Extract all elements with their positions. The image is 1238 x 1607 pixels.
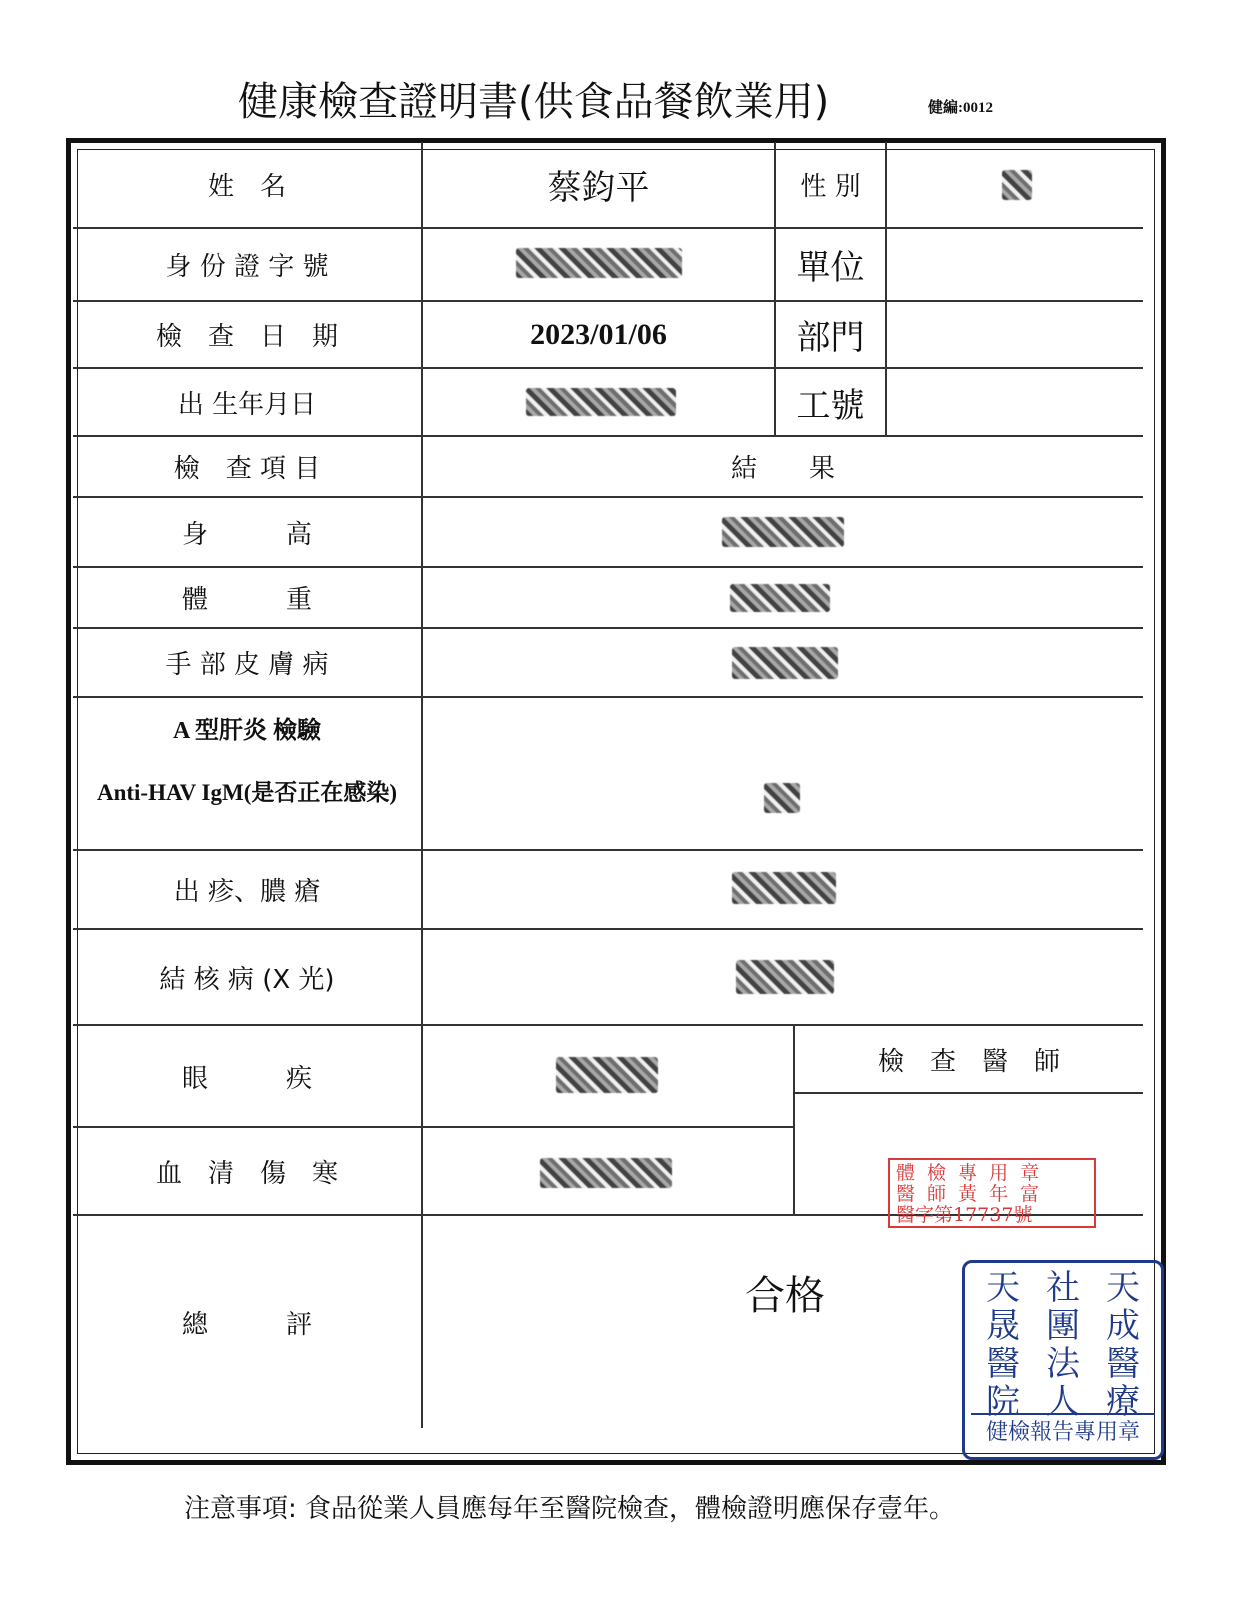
redacted-weight [730, 584, 830, 612]
redacted-height [722, 517, 844, 547]
redacted-gender [1002, 170, 1032, 200]
redacted-id-number [516, 248, 682, 278]
eye-disease-label: 眼 疾 [181, 1063, 312, 1094]
typhoid-label: 血 清 傷 寒 [155, 1158, 338, 1189]
redacted-birth-date [526, 388, 676, 416]
examining-doctor-label: 檢 查 醫 師 [877, 1046, 1060, 1077]
name-value: 蔡鈞平 [547, 168, 650, 208]
footer-note: 注意事項: 食品從業人員應每年至醫院檢查，體檢證明應保存壹年。 [184, 1494, 956, 1524]
hav-igm-label: Anti-HAV IgM(是否正在感染) [96, 779, 398, 805]
exam-date-value: 2023/01/06 [530, 317, 667, 351]
hospital-seal [962, 1260, 1164, 1460]
document-number: 健編:0012 [928, 100, 993, 116]
column-divider [885, 142, 887, 436]
overall-result: 合格 [745, 1272, 825, 1319]
redacted-rash-result [732, 872, 836, 904]
gender-label: 性 別 [800, 172, 861, 202]
row-divider [793, 1092, 1143, 1094]
tuberculosis-label: 結 核 病 (X 光) [159, 964, 335, 995]
seal-char: 院 [986, 1382, 1020, 1422]
weight-label: 體 重 [181, 585, 312, 615]
redacted-typhoid-result [540, 1158, 672, 1188]
seal-char: 法 [1046, 1344, 1080, 1384]
doctor-seal-line: 醫字第17737號 [896, 1204, 1033, 1226]
seal-char: 晟 [986, 1306, 1020, 1346]
doctor-seal-line: 醫 師 黃 年 富 [896, 1183, 1043, 1205]
seal-char: 天 [1106, 1268, 1140, 1308]
unit-label: 單位 [796, 248, 865, 288]
height-label: 身 高 [181, 519, 312, 550]
redacted-tb-result [736, 960, 834, 994]
hospital-seal-footer: 健檢報告專用章 [971, 1413, 1155, 1451]
department-label: 部門 [796, 318, 865, 358]
hav-test-label: A 型肝炎 檢驗 [172, 717, 321, 744]
seal-char: 成 [1106, 1306, 1140, 1346]
exam-date-label: 檢 查 日 期 [155, 322, 338, 352]
document-title: 健康檢查證明書(供食品餐飲業用) [238, 79, 830, 125]
id-number-label: 身 份 證 字 號 [165, 252, 329, 282]
rash-label: 出 疹、膿 瘡 [173, 877, 321, 907]
seal-char: 團 [1046, 1306, 1080, 1346]
exam-item-header: 檢 查 項 目 [173, 454, 321, 484]
overall-label: 總 評 [181, 1309, 312, 1340]
seal-char: 醫 [986, 1344, 1020, 1384]
doctor-seal [888, 1158, 1096, 1228]
seal-char: 天 [986, 1268, 1020, 1308]
seal-char: 療 [1106, 1382, 1140, 1422]
seal-char: 社 [1046, 1268, 1080, 1308]
seal-char: 人 [1046, 1382, 1080, 1422]
skin-disease-label: 手 部 皮 膚 病 [165, 650, 329, 680]
redacted-hav-result [764, 783, 800, 813]
result-header: 結 果 [730, 454, 835, 484]
doctor-seal-line: 體 檢 專 用 章 [896, 1162, 1043, 1184]
redacted-skin-result [732, 647, 838, 679]
staff-number-label: 工號 [796, 385, 865, 426]
name-label: 姓 名 [207, 172, 286, 202]
redacted-eye-result [556, 1057, 658, 1093]
birth-date-label: 出 生年月日 [177, 389, 317, 420]
seal-char: 醫 [1106, 1344, 1140, 1384]
